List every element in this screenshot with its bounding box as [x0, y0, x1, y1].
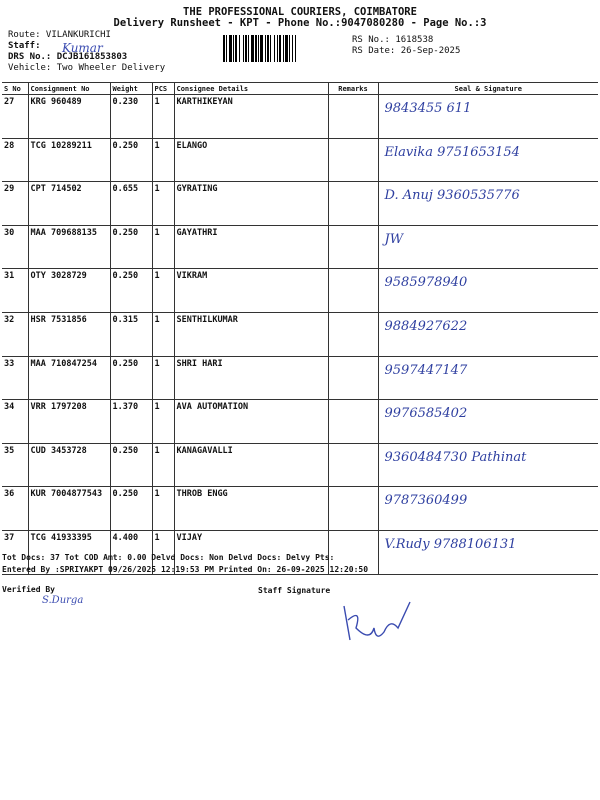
row-pcs: 1: [152, 487, 174, 531]
row-sno: 29: [2, 182, 28, 226]
table-row: [2, 269, 598, 313]
row-remarks: [328, 138, 378, 182]
row-consignee: GYRATING: [174, 182, 328, 226]
row-pcs: 1: [152, 225, 174, 269]
row-sno: 32: [2, 312, 28, 356]
row-signature: [378, 530, 598, 574]
row-consignment: CPT 714502: [28, 182, 110, 226]
table-row: [2, 225, 598, 269]
row-weight: 0.230: [110, 95, 152, 139]
table-header-row: [2, 83, 598, 95]
row-signature: [378, 356, 598, 400]
row-consignee: ELANGO: [174, 138, 328, 182]
staff-handwritten-name: Kumar: [62, 41, 103, 55]
row-weight: 0.250: [110, 443, 152, 487]
col-pcs: PCS: [152, 83, 174, 95]
row-pcs: 1: [152, 182, 174, 226]
handwritten-signature: 9787360499: [384, 493, 468, 509]
table-row: [2, 400, 598, 444]
footer-totals: Tot Docs: 37 Tot COD Amt: 0.00 Delvd Docs: Non Delvd Docs: Delvy Pts:: [2, 553, 335, 562]
row-remarks: [328, 182, 378, 226]
row-consignment: MAA 709688135: [28, 225, 110, 269]
rs-date: RS Date: 26-Sep-2025: [352, 46, 461, 56]
handwritten-signature: 9976585402: [384, 406, 468, 422]
staff-label: Staff:: [8, 41, 41, 51]
row-pcs: 1: [152, 400, 174, 444]
rs-number: RS No.: 1618538: [352, 35, 434, 45]
handwritten-signature: Elavika 9751653154: [384, 144, 520, 160]
handwritten-signature: 9843455 611: [384, 101, 472, 116]
vehicle-text: Vehicle: Two Wheeler Delivery: [8, 63, 166, 73]
table-row: [2, 356, 598, 400]
row-consignee: GAYATHRI: [174, 225, 328, 269]
row-weight: 0.250: [110, 138, 152, 182]
table-row: [2, 138, 598, 182]
row-consignment: TCG 41933395: [28, 530, 110, 574]
handwritten-signature: 9884927622: [384, 318, 468, 334]
row-remarks: [328, 356, 378, 400]
row-consignment: HSR 7531856: [28, 312, 110, 356]
verified-signature: S.Durga: [42, 595, 84, 606]
row-pcs: 1: [152, 312, 174, 356]
row-weight: 0.250: [110, 269, 152, 313]
handwritten-signature: V.Rudy 9788106131: [384, 536, 517, 552]
row-remarks: [328, 312, 378, 356]
row-weight: 1.370: [110, 400, 152, 444]
handwritten-signature: 9585978940: [384, 275, 468, 291]
row-weight: 0.655: [110, 182, 152, 226]
row-weight: 0.250: [110, 225, 152, 269]
row-sno: 27: [2, 95, 28, 139]
row-sno: 36: [2, 487, 28, 531]
table-row: [2, 487, 598, 531]
row-consignee: AVA AUTOMATION: [174, 400, 328, 444]
handwritten-signature: 9360484730 Pathinat: [384, 449, 527, 465]
runsheet-subtitle: Delivery Runsheet - KPT - Phone No.:9047080280 - Page No.:3: [113, 17, 487, 29]
route-text: Route: VILANKURICHI: [8, 30, 111, 40]
row-sno: 30: [2, 225, 28, 269]
row-remarks: [328, 225, 378, 269]
row-weight: 0.250: [110, 487, 152, 531]
table-row: [2, 312, 598, 356]
row-signature: [378, 269, 598, 313]
row-signature: [378, 182, 598, 226]
row-signature: [378, 487, 598, 531]
row-sno: 28: [2, 138, 28, 182]
row-signature: [378, 443, 598, 487]
row-consignment: CUD 3453728: [28, 443, 110, 487]
row-remarks: [328, 443, 378, 487]
col-consignment: Consignment No: [28, 83, 110, 95]
row-consignee: THROB ENGG: [174, 487, 328, 531]
row-remarks: [328, 400, 378, 444]
row-consignee: KARTHIKEYAN: [174, 95, 328, 139]
row-pcs: 1: [152, 356, 174, 400]
row-signature: [378, 95, 598, 139]
barcode-image: [222, 35, 348, 62]
row-consignment: VRR 1797208: [28, 400, 110, 444]
row-sno: 37: [2, 530, 28, 574]
row-consignee: VIJAY: [174, 530, 328, 574]
row-signature: [378, 225, 598, 269]
row-weight: 0.315: [110, 312, 152, 356]
row-sno: 31: [2, 269, 28, 313]
handwritten-signature: 9597447147: [384, 362, 468, 378]
row-pcs: 1: [152, 530, 174, 574]
footer-block: [2, 552, 368, 576]
row-consignee: KANAGAVALLI: [174, 443, 328, 487]
col-weight: Weight: [110, 83, 152, 95]
row-sno: 33: [2, 356, 28, 400]
drs-number: DRS No.: DCJB161853803: [8, 52, 128, 62]
col-signature: Seal & Signature: [378, 83, 598, 95]
row-sno: 35: [2, 443, 28, 487]
document-title: [0, 7, 600, 29]
col-remarks: Remarks: [328, 83, 378, 95]
row-consignee: SHRI HARI: [174, 356, 328, 400]
row-consignment: TCG 10289211: [28, 138, 110, 182]
row-consignment: KUR 7004877543: [28, 487, 110, 531]
runsheet-table: [2, 82, 598, 575]
staff-signature-scribble: [340, 598, 420, 648]
row-consignee: SENTHILKUMAR: [174, 312, 328, 356]
row-pcs: 1: [152, 269, 174, 313]
row-remarks: [328, 95, 378, 139]
table-row: [2, 182, 598, 226]
row-consignee: VIKRAM: [174, 269, 328, 313]
row-pcs: 1: [152, 95, 174, 139]
row-pcs: 1: [152, 443, 174, 487]
handwritten-signature: D. Anuj 9360535776: [384, 188, 520, 204]
row-weight: 0.250: [110, 356, 152, 400]
row-sno: 34: [2, 400, 28, 444]
verified-by-label: Verified By: [2, 585, 55, 594]
handwritten-signature: JW: [384, 231, 404, 247]
row-weight: 4.400: [110, 530, 152, 574]
col-sno: S No: [2, 83, 28, 95]
row-remarks: [328, 269, 378, 313]
row-signature: [378, 312, 598, 356]
row-consignment: OTY 3028729: [28, 269, 110, 313]
staff-signature-label: Staff Signature: [258, 586, 331, 595]
row-consignment: KRG 960489: [28, 95, 110, 139]
row-remarks: [328, 487, 378, 531]
row-pcs: 1: [152, 138, 174, 182]
footer-entered: Entered By :SPRIYAKPT 09/26/2025 12:19:53 PM Printed On: 26-09-2025 12:20:50: [2, 565, 369, 574]
col-consignee: Consignee Details: [174, 83, 328, 95]
table-row: [2, 95, 598, 139]
row-consignment: MAA 710847254: [28, 356, 110, 400]
table-row: [2, 443, 598, 487]
rs-info: [352, 35, 460, 57]
company-name: THE PROFESSIONAL COURIERS, COIMBATORE: [183, 6, 417, 18]
row-signature: [378, 138, 598, 182]
row-signature: [378, 400, 598, 444]
